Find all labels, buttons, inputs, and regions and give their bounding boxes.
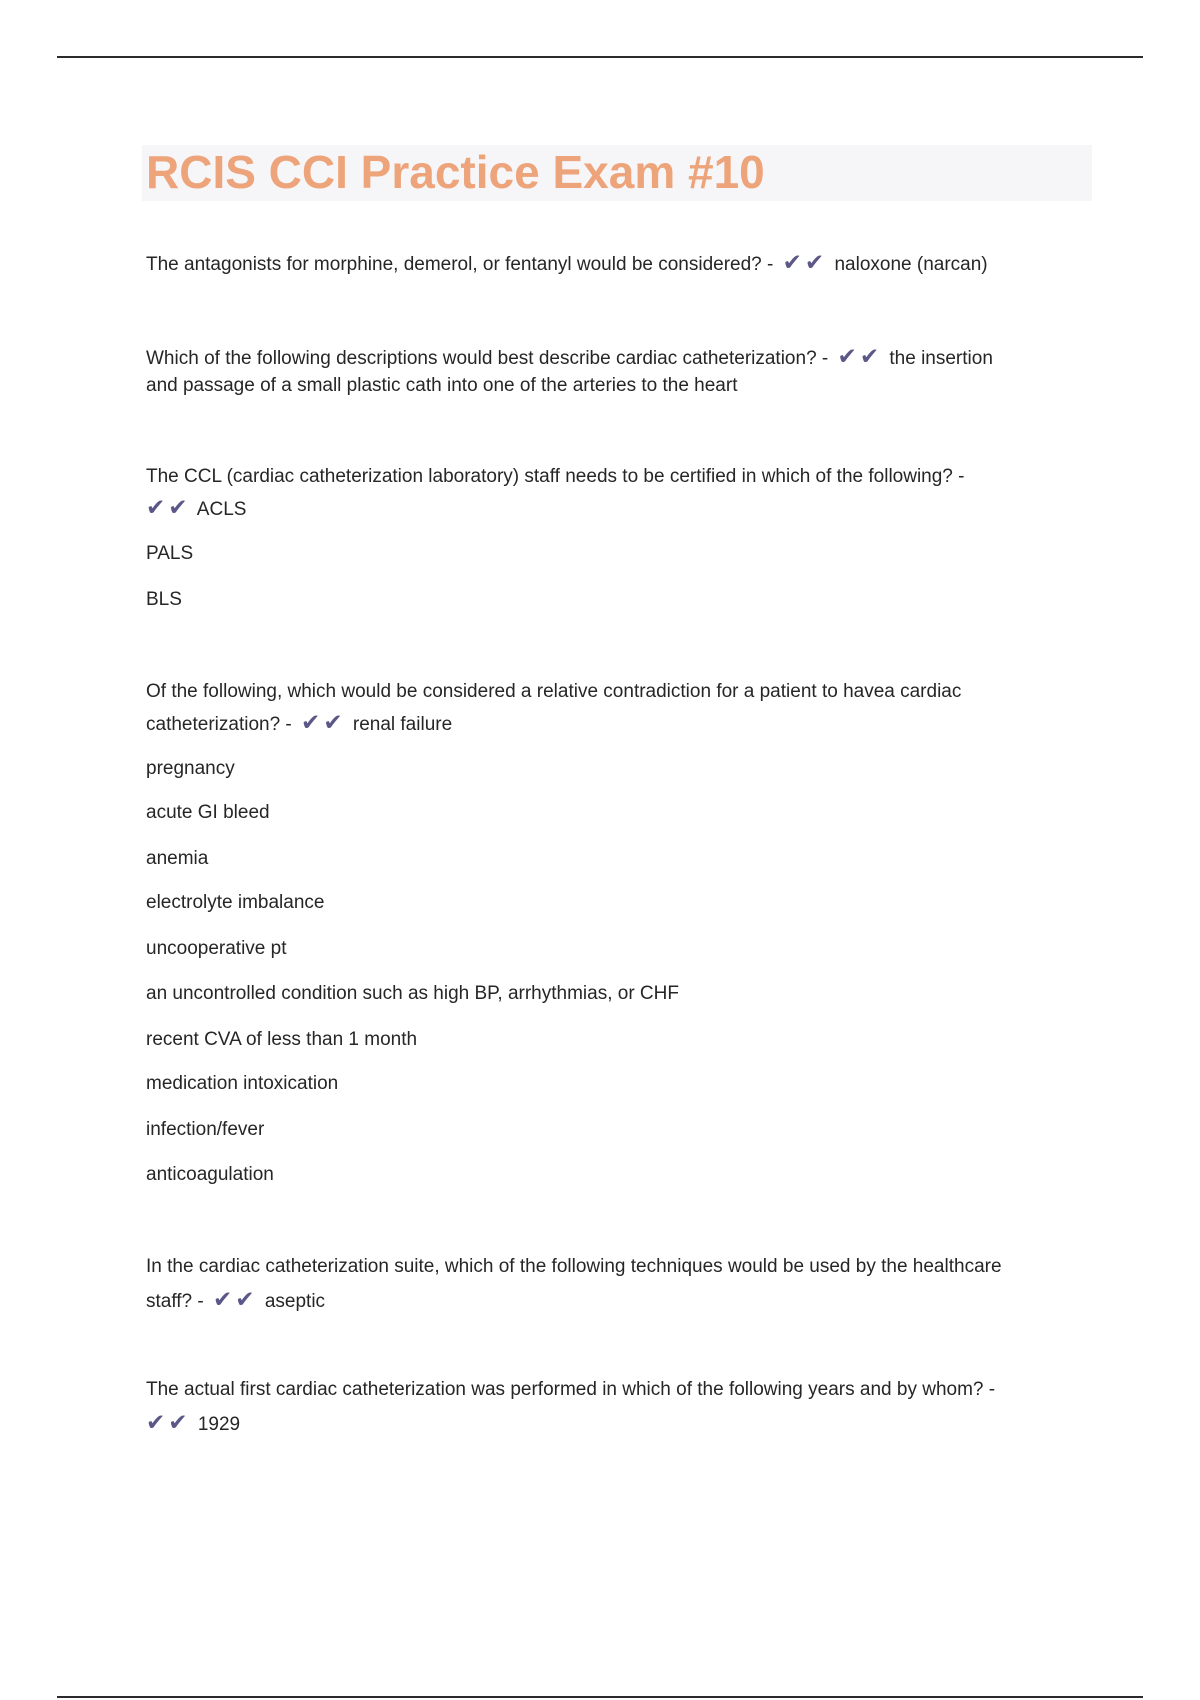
question-1 (146, 250, 988, 277)
answer-option: acute GI bleed (146, 802, 270, 823)
answer-option: PALS (146, 543, 194, 564)
answer-option: infection/fever (146, 1119, 265, 1140)
answer-text: ACLS (196, 499, 247, 520)
bottom-rule (57, 1696, 1143, 1698)
answer-continuation: and passage of a small plastic cath into one of the arteries to the heart (146, 375, 738, 396)
answer-text: 1929 (197, 1414, 241, 1435)
checkmark-icon: ✔ (782, 249, 802, 275)
question-5 (146, 1255, 1002, 1279)
answer-option: anemia (146, 848, 209, 869)
question-2 (146, 344, 993, 371)
answer-option: recent CVA of less than 1 month (146, 1029, 418, 1050)
checkmark-icon: ✔ (168, 1409, 188, 1435)
answer-line (146, 1410, 240, 1437)
answer-option: anticoagulation (146, 1164, 274, 1185)
answer-line (146, 710, 452, 737)
answer-checks (838, 344, 883, 371)
checkmark-icon: ✔ (235, 1286, 255, 1312)
answer-line (146, 495, 246, 522)
answer-checks (146, 495, 191, 522)
checkmark-icon: ✔ (804, 249, 825, 275)
answer-option: pregnancy (146, 758, 235, 779)
answer-text: renal failure (352, 714, 453, 735)
answer-line (146, 1287, 325, 1314)
answer-checks (301, 710, 346, 737)
question-text: The antagonists for morphine, demerol, or fentanyl would be considered? - (146, 254, 774, 275)
answer-checks (783, 250, 828, 277)
checkmark-icon: ✔ (146, 1409, 166, 1435)
checkmark-icon: ✔ (213, 1286, 233, 1312)
question-3 (146, 465, 964, 489)
checkmark-icon: ✔ (146, 494, 166, 520)
answer-option: an uncontrolled condition such as high BP, arrhythmias, or CHF (146, 983, 679, 1004)
question-text: staff? - (146, 1291, 204, 1312)
question-6 (146, 1378, 995, 1402)
checkmark-icon: ✔ (837, 343, 857, 369)
question-text: In the cardiac catheterization suite, which of the following techniques would be used by the healthcare (146, 1256, 1002, 1277)
page-title: RCIS CCI Practice Exam #10 (146, 146, 765, 198)
question-text: catheterization? - (146, 714, 292, 735)
answer-option: medication intoxication (146, 1073, 339, 1094)
answer-checks (213, 1287, 258, 1314)
question-text: Of the following, which would be considered a relative contradiction for a patient to havea cardiac (146, 681, 962, 702)
checkmark-icon: ✔ (168, 494, 188, 520)
question-text: The actual first cardiac catheterization was performed in which of the following years and by whom? - (146, 1379, 996, 1400)
answer-text: the insertion (889, 348, 993, 369)
answer-option: BLS (146, 589, 182, 610)
answer-option: uncooperative pt (146, 938, 287, 959)
answer-text: naloxone (narcan) (834, 254, 988, 275)
checkmark-icon: ✔ (323, 709, 343, 735)
answer-option: electrolyte imbalance (146, 892, 325, 913)
answer-text: aseptic (264, 1291, 326, 1312)
question-4 (146, 680, 961, 704)
top-rule (57, 56, 1143, 58)
answer-checks (146, 1410, 191, 1437)
question-text: Which of the following descriptions would best describe cardiac catheterization? - (146, 348, 829, 369)
checkmark-icon: ✔ (301, 709, 321, 735)
question-text: The CCL (cardiac catheterization laboratory) staff needs to be certified in which of the following? - (146, 466, 965, 487)
checkmark-icon: ✔ (859, 343, 880, 369)
